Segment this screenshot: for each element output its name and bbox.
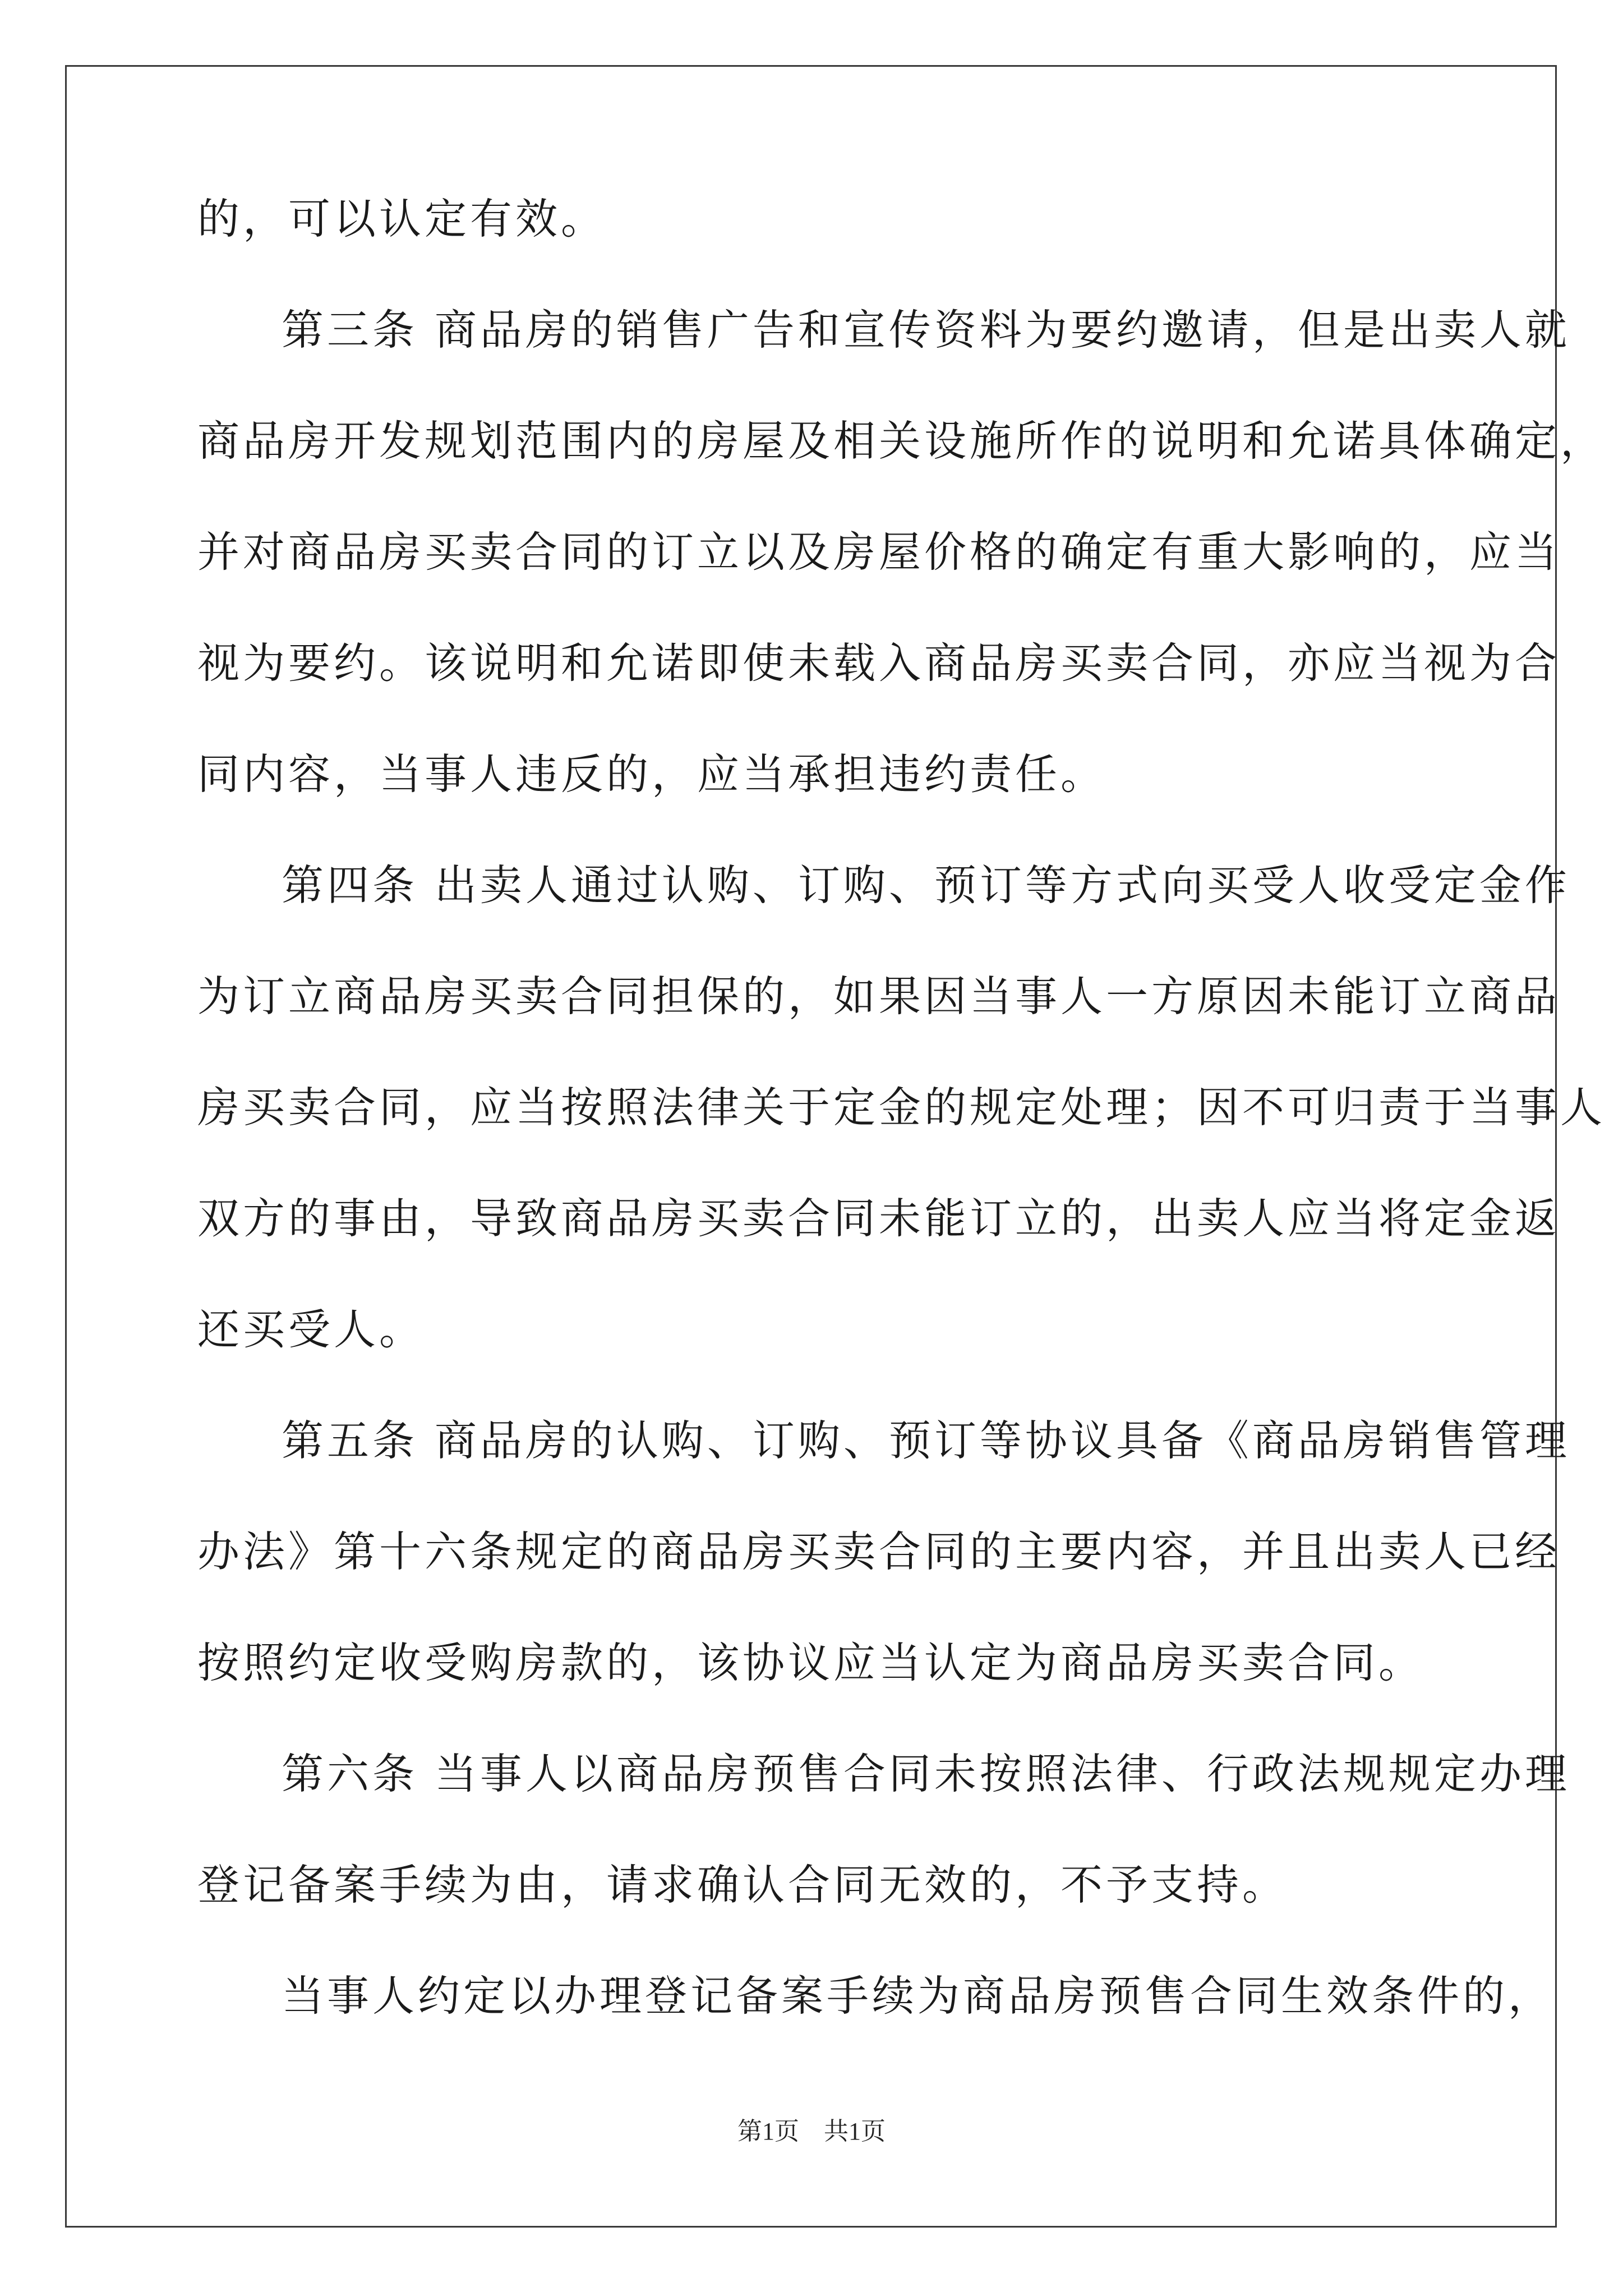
- text-line: 登记备案手续为由，请求确认合同无效的，不予支持。: [197, 1860, 1288, 1910]
- text-line-article-6: 第六条 当事人以商品房预售合同未按照法律、行政法规规定办理: [282, 1749, 1570, 1798]
- text-line: 的，可以认定有效。: [197, 194, 607, 243]
- page-number-total: 共1页: [824, 2118, 886, 2145]
- text-line: 双方的事由，导致商品房买卖合同未能订立的，出卖人应当将定金返: [197, 1194, 1561, 1243]
- text-line-article-5: 第五条 商品房的认购、订购、预订等协议具备《商品房销售管理: [282, 1416, 1570, 1465]
- text-line: 按照约定收受购房款的，该协议应当认定为商品房买卖合同。: [197, 1638, 1424, 1687]
- text-line: 视为要约。该说明和允诺即使未载入商品房买卖合同，亦应当视为合: [197, 638, 1561, 688]
- text-line: 同内容，当事人违反的，应当承担违约责任。: [197, 749, 1106, 799]
- text-line: 商品房开发规划范围内的房屋及相关设施所作的说明和允诺具体确定，: [197, 416, 1606, 466]
- text-line: 并对商品房买卖合同的订立以及房屋价格的确定有重大影响的，应当: [197, 527, 1561, 577]
- page-footer: [0, 2115, 1623, 2148]
- text-line: 当事人约定以办理登记备案手续为商品房预售合同生效条件的，: [282, 1971, 1554, 2021]
- page-number-current: 第1页: [737, 2118, 799, 2145]
- text-line: 还买受人。: [197, 1305, 425, 1354]
- text-line: 为订立商品房买卖合同担保的，如果因当事人一方原因未能订立商品: [197, 972, 1561, 1021]
- text-line-article-3: 第三条 商品房的销售广告和宣传资料为要约邀请，但是出卖人就: [282, 305, 1570, 355]
- text-line: 办法》第十六条规定的商品房买卖合同的主要内容，并且出卖人已经: [197, 1527, 1561, 1576]
- text-line-article-4: 第四条 出卖人通过认购、订购、预订等方式向买受人收受定金作: [282, 861, 1570, 910]
- text-line: 房买卖合同，应当按照法律关于定金的规定处理；因不可归责于当事人: [197, 1083, 1606, 1132]
